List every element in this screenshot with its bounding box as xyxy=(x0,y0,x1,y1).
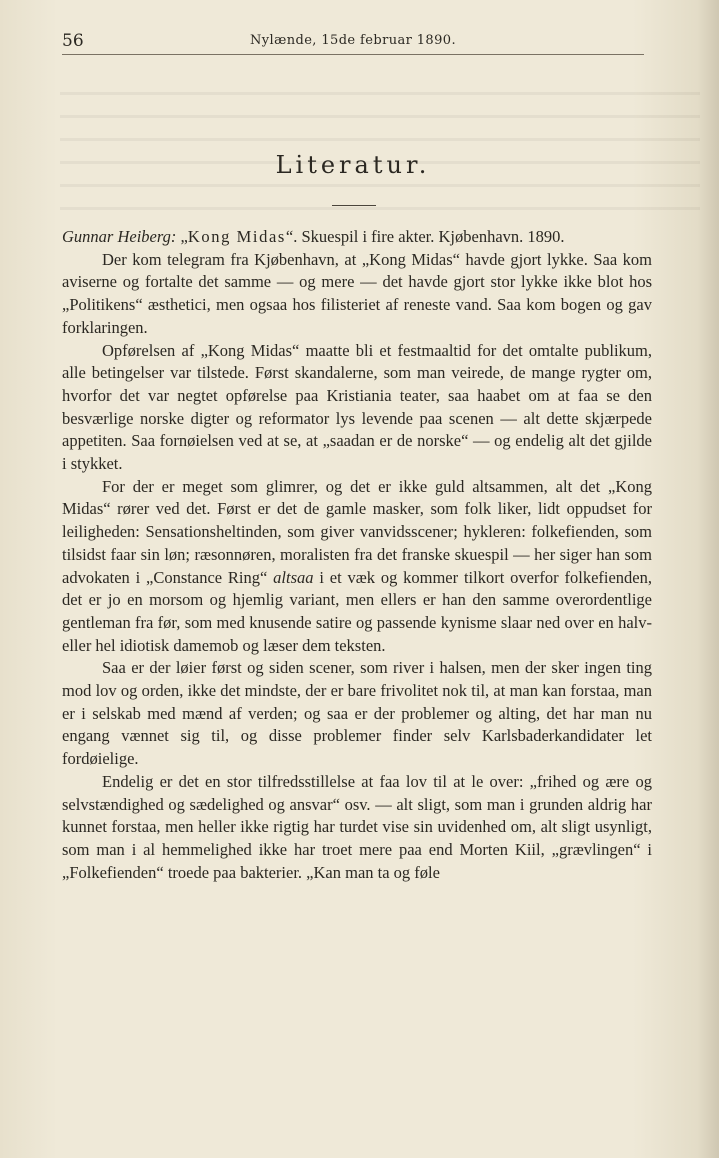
section-title: Literatur. xyxy=(275,151,431,179)
page-number: 56 xyxy=(62,31,84,51)
review-heading xyxy=(62,226,652,249)
paragraph-4: Saa er der løier først og siden scener, som river i halsen, men der sker ingen ting mod lov og orden, ikke det mindste, der er bare frivolitet nok til, at man kan forstaa, man er i selskab med mænd af verden; og saa er der problemer og alting, det har man nu engang vænnet sig til, og disse problemer finder selv Karlsbaderkandidater let fordøielige. xyxy=(62,658,652,769)
review-publication-info: “. Skuespil i fire akter. Kjøbenhavn. 1890. xyxy=(285,227,565,246)
paragraph-5: Endelig er det en stor tilfredsstillelse at faa lov til at le over: „frihed og ære og selvstændighed og sædelighed og ansvar“ osv. — alt sligt, som man i grunden aldrig har kunnet forstaa, men heller ikke rigtig har turdet vise sin uvidenhed om, alt sligt usynligt, som man i al hemmelighed ikke har troet mere paa end Morten Kiil, „grævlingen“ i „Folkefienden“ troede paa bakterier. „Kan man ta og føle xyxy=(62,771,652,882)
review-author: Gunnar Heiberg: xyxy=(62,227,177,246)
paragraph-3-emphasis: altsaa xyxy=(273,567,314,587)
paragraph-3-text-b: i et væk og kommer tilkort overfor folkefienden, det er jo en morsom og hjemlig variant, men ellers er han den samme overordentlige gentleman fra før, som med knusende satire og passende kynisme slaar ned over en halv- eller hel idiotisk damemob og læser dem teksten. xyxy=(62,567,652,655)
review-work-title: Kong Midas xyxy=(187,227,286,246)
paragraph-3 xyxy=(62,476,652,658)
paragraph-1: Der kom telegram fra Kjøbenhavn, at „Kong Midas“ havde gjort lykke. Saa kom aviserne og fortalte det samme — og mere — det havde gjort stor lykke ikke blot hos „Politikens“ æsthetici, men ogsaa hos filisteriet af reneste vand. Saa kom bogen og gav forklaringen. xyxy=(62,249,652,337)
paragraph-3-text-a: For der er meget som glimrer, og det er ikke guld altsammen, alt det „Kong Midas“ rører ved det. Først er det de gamle masker, som folk liker, lidt oppudset for leiligheden: Sensationsheltinden, som giver vanvidsscener; hykleren: folkefienden, som tilsidst faar sin løn; ræsonnøren, moralisten fra det franske skuespil — her siger han som advokaten i „Constance Ring“ xyxy=(62,476,652,587)
paragraph-2: Opførelsen af „Kong Midas“ maatte bli et festmaaltid for det omtalte publikum, alle betingelser var tilstede. Først skandalerne, som man veirede, de mange rygter om, hvorfor det var negtet opførelse paa Kristiania teater, saa haabet om at faa se den besværlige norske digter og reformator lys levende paa scenen — alt dette skjærpede appetiten. Saa fornøielsen ved at se, at „saadan er de norske“ — og endelig alt det gjilde i stykket. xyxy=(62,340,652,474)
review-title-open: „ xyxy=(180,227,188,246)
page-header xyxy=(62,30,644,55)
running-head: Nylænde, 15de februar 1890. xyxy=(250,33,456,48)
title-rule xyxy=(332,205,376,206)
article-body xyxy=(62,226,652,884)
